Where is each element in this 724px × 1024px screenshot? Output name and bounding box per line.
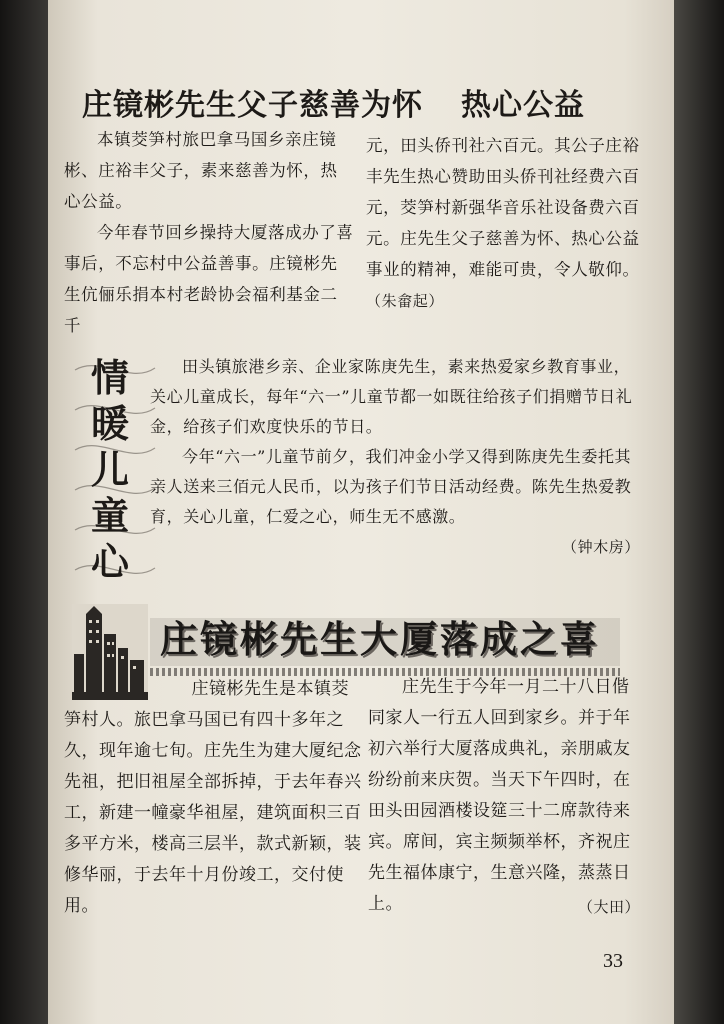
- article1-left-column: [64, 124, 354, 341]
- book-spine-shadow: [0, 0, 48, 1024]
- article1-title-main: 庄镜彬先生父子慈善为怀: [82, 88, 423, 123]
- article2-author: （钟木房）: [561, 538, 640, 556]
- article1-paragraph: 本镇茭笋村旅巴拿马国乡亲庄镜彬、庄裕丰父子，素来慈善为怀，热心公益。: [64, 130, 338, 211]
- article1-right-text: 元，田头侨刊社六百元。其公子庄裕丰先生热心赞助田头侨刊社经费六百元，茭笋村新强华音乐社设备费六百元。庄先生父子慈善为怀、热心公益事业的精神，难能可贵，令人敬仰。: [366, 136, 640, 279]
- article1-paragraph: [366, 130, 642, 317]
- article1-author: （朱畲起）: [366, 292, 445, 310]
- article2-body: [150, 352, 640, 562]
- article3-author: （大田）: [577, 898, 640, 916]
- article2-paragraph: 田头镇旅港乡亲、企业家陈庚先生，素来热爱家乡教育事业，关心儿童成长，每年“六一”儿童节都一如既往给孩子们捐赠节日礼金，给孩子们欢度快乐的节日。: [150, 357, 633, 436]
- book-edge-shadow: [674, 0, 724, 1024]
- article2-title-char: 儿: [90, 448, 129, 492]
- article1-title-sub: 热心公益: [461, 88, 585, 123]
- article1-right-column: [366, 130, 642, 317]
- article2-title-char: 暖: [90, 402, 129, 446]
- article1-paragraph: 今年春节回乡操持大厦落成办了喜事后，不忘村中公益善事。庄镜彬先生伉俪乐捐本村老龄协会福利基金二千: [64, 223, 354, 335]
- article1-title: [82, 80, 642, 124]
- article2-paragraph: 今年“六一”儿童节前夕，我们冲金小学又得到陈庚先生委托其亲人送来三佰元人民币，以为孩子们节日活动经费。陈先生热爱教育，关心儿童，仁爱之心，师生无不感激。: [150, 447, 632, 526]
- article2-title-char: 情: [90, 356, 129, 400]
- article3-title: 庄镜彬先生大厦落成之喜: [160, 618, 600, 661]
- article2-vertical-title: [88, 355, 132, 585]
- article2-title-char: 心: [90, 540, 129, 584]
- article3-left-column: [64, 674, 366, 922]
- article3-right-column: [368, 672, 640, 923]
- article3-paragraph: 庄镜彬先生是本镇茭笋村人。旅巴拿马国已有四十多年之久，现年逾七旬。庄先生为建大厦纪念先祖，把旧祖屋全部拆掉，于去年春兴工，新建一幢豪华祖屋，建筑面积三百多平方米，楼高三层半，款式新颖，装修华丽，于去年十月份竣工，交付使用。: [64, 679, 362, 916]
- page-number: 33: [603, 950, 623, 972]
- article2-title-char: 童: [90, 494, 129, 538]
- article3-paragraph: 庄先生于今年一月二十八日偕同家人一行五人回到家乡。并于年初六举行大厦落成典礼，亲朋戚友纷纷前来庆贺。当天下午四时，在田头田园酒楼设筵三十二席款待来宾。席间，宾主频频举杯，齐祝庄先生福体康宁，生意兴隆，蒸蒸日上。: [368, 677, 631, 914]
